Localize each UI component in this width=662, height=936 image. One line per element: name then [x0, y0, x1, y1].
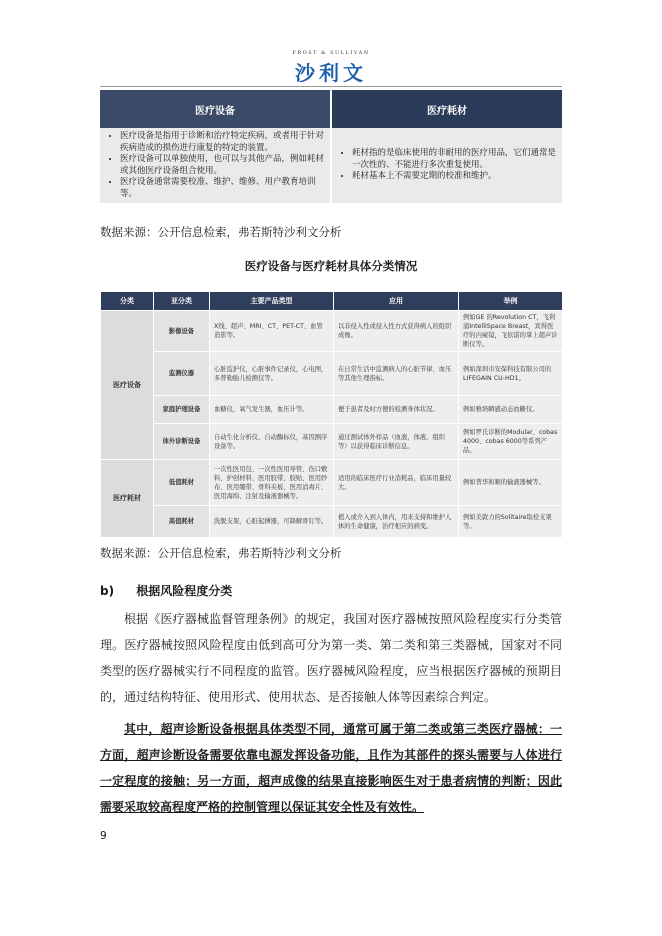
- equipment-description-cell: [100, 128, 331, 203]
- paragraph-risk-classification: 根据《医疗器械监督管理条例》的规定，我国对医疗器械按照风险程度实行分类管理。医疗器械按照风险程度由低到高可分为第一类、第二类和第三类器械，国家对不同类型的医疗器械实行不同程度的监管。医疗器械风险程度，应当根据医疗器械的预期目的，通过结构特征、使用形式、使用状态、是否接触人体等因素综合判定。: [100, 612, 562, 704]
- data-source-1: 数据来源：公开信息检索，弗若斯特沙利文分析: [100, 225, 342, 239]
- equipment-point: • 医疗设备通常需要校准、维护、维修、用户教育培训等。: [120, 177, 324, 200]
- equipment-point: • 医疗设备可以单独使用，也可以与其他产品，例如耗材或其他医疗设备组合使用。: [120, 154, 324, 177]
- example-cell: 例如罗氏诊断的Modular、cobas 4000、cobas 6000等系列产品。: [459, 424, 563, 460]
- table-row: [101, 352, 563, 396]
- example-cell: 例如GE 的Revolution CT，飞利浦IntelliSpace Breast，宾得医疗的内窥镜，飞依诺的掌上超声诊断仪等。: [459, 311, 563, 352]
- header-divider: [100, 86, 562, 87]
- category-cell: 医疗耗材: [101, 460, 154, 538]
- paragraph-ultrasound-text: 其中，超声诊断设备根据具体类型不同，通常可属于第二类或第三类医疗器械：一方面，超声诊断设备需要依靠电源发挥设备功能，且作为其部件的探头需要与人体进行一定程度的接触；另一方面，超声成像的结果直接影响医生对于患者病情的判断；因此需要采取较高程度严格的控制管理以保证其安全性及有效性。: [100, 722, 562, 814]
- equipment-vs-consumables-table: [100, 90, 562, 203]
- table-row: [101, 424, 563, 460]
- table-row: [101, 311, 563, 352]
- consumable-description-cell: [331, 128, 562, 203]
- subcategory-cell: 监测仪器: [154, 352, 210, 396]
- classification-table-title: 医疗设备与医疗耗材具体分类情况: [244, 259, 418, 273]
- section-b-title: 根据风险程度分类: [136, 584, 233, 598]
- section-b-heading: [100, 582, 232, 599]
- application-cell: 植入或介入到人体内，用来支持和维护人体的生命健康，治疗相应的病变。: [334, 506, 459, 538]
- application-cell: 适用的临床医疗行业消耗品，临床用量较大。: [334, 460, 459, 506]
- page-number: 9: [100, 830, 107, 842]
- subcategory-cell: 影像设备: [154, 311, 210, 352]
- classification-table: [100, 291, 563, 538]
- subcategory-cell: 高值耗材: [154, 506, 210, 538]
- section-b-label: b): [100, 584, 115, 598]
- subcategory-cell: 家庭护理设备: [154, 396, 210, 424]
- table-row: [101, 460, 563, 506]
- header-equipment: 医疗设备: [100, 90, 331, 128]
- consumable-point: • 耗材基本上不需要定期的校准和维护。: [352, 171, 556, 183]
- product-types-cell: 心脏监护仪，心脏事件记录仪，心电图，多普勒胎儿检测仪等。: [210, 352, 334, 396]
- col-header-example: 举例: [459, 292, 563, 311]
- product-types-cell: 自动生化分析仪，自动酶标仪，基因测序设备等。: [210, 424, 334, 460]
- example-cell: 例如美敦力的Solitaire取栓支架等。: [459, 506, 563, 538]
- example-cell: 例如普华和顺的输液器械等。: [459, 460, 563, 506]
- col-header-product-types: 主要产品类型: [210, 292, 334, 311]
- product-types-cell: 血糖仪，氧气发生器，血压计等。: [210, 396, 334, 424]
- example-cell: 例如雅培瞬感动态血糖仪。: [459, 396, 563, 424]
- equipment-point: • 医疗设备是指用于诊断和治疗特定疾病，或者用于针对疾病造成的损伤进行康复的特定的装置。: [120, 131, 324, 154]
- consumable-point: • 耗材指的是临床使用的非耐用的医疗用品，它们通常是一次性的、不能进行多次重复使用。: [352, 148, 556, 171]
- subcategory-cell: 低值耗材: [154, 460, 210, 506]
- paragraph-ultrasound-classification: [100, 716, 562, 820]
- example-cell: 例如深圳市安保科技有限公司的LIFEGAIN CU-HD1。: [459, 352, 563, 396]
- col-header-subcategory: 亚分类: [154, 292, 210, 311]
- application-cell: 以非侵入性或侵入性方式获得病人的组织成像。: [334, 311, 459, 352]
- frost-sullivan-logo: [0, 50, 662, 86]
- col-header-category: 分类: [101, 292, 154, 311]
- category-cell: 医疗设备: [101, 311, 154, 460]
- header-consumables: 医疗耗材: [331, 90, 562, 128]
- table-row: [101, 396, 563, 424]
- product-types-cell: 洗脱支架，心脏起搏器，可降解骨钉等。: [210, 506, 334, 538]
- table-row: [101, 506, 563, 538]
- logo-chinese: 沙利文: [295, 61, 367, 85]
- application-cell: 通过测试体外样品（血液，体液，组织等）以获得临床诊断信息。: [334, 424, 459, 460]
- product-types-cell: 一次性医用包、一次性医用导管、伤口敷料、护创材料、医用胶带、胶贴、医用纱布、医用绷带、骨科夹板、医用消毒片、医用海绵、注射及输液器械等。: [210, 460, 334, 506]
- logo-english: FROST & SULLIVAN: [292, 50, 370, 56]
- subcategory-cell: 体外诊断设备: [154, 424, 210, 460]
- application-cell: 便于患者及时方便的检测身体状况。: [334, 396, 459, 424]
- col-header-application: 应用: [334, 292, 459, 311]
- data-source-2: 数据来源：公开信息检索，弗若斯特沙利文分析: [100, 546, 342, 560]
- application-cell: 在日常生活中监测病人的心脏节律、血压等其他生理指标。: [334, 352, 459, 396]
- product-types-cell: X线、超声、MRI、CT、PET-CT、血管造影等。: [210, 311, 334, 352]
